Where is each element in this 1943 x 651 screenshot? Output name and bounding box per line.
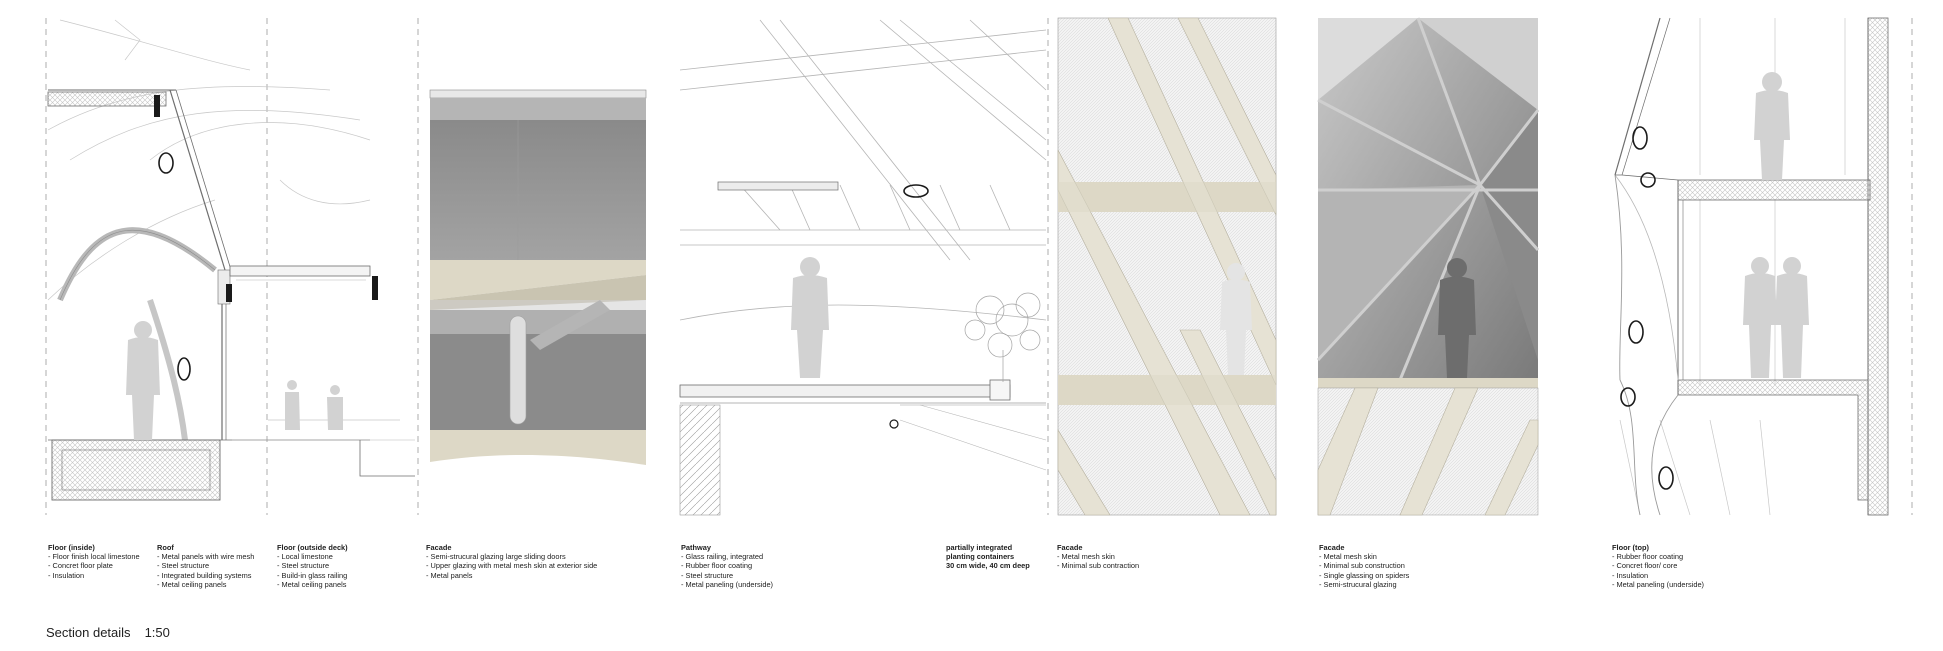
note-title: Floor (inside) [48, 543, 95, 552]
note-line: planting containers [946, 552, 1015, 562]
deck-slab [230, 266, 370, 276]
note-line: - Metal mesh skin [1057, 552, 1115, 562]
note-line: - Single glassing on spiders [1319, 570, 1410, 580]
upper-slab [1678, 180, 1870, 200]
note-line: - Semi-strucural glazing [1319, 579, 1397, 589]
note-line: - Concret floor plate [48, 561, 113, 571]
note-line: - Local limestone [277, 552, 333, 562]
note-line: - Minimal sub contraction [1057, 561, 1140, 571]
note-line: - Minimal sub construction [1319, 561, 1405, 571]
note-floor-top [1612, 543, 1704, 589]
panel-pathway [680, 20, 1046, 515]
detail-marker [159, 153, 173, 173]
note-line: - Steel structure [157, 561, 210, 571]
pathway-slab [680, 385, 1010, 397]
sheet-title [46, 625, 170, 640]
note-line: - Glass railing, integrated [681, 552, 764, 562]
note-title: Floor (top) [1612, 543, 1649, 552]
note-facade-mesh [1057, 543, 1139, 571]
person-figure [1754, 72, 1790, 180]
detail-marker [1641, 173, 1655, 187]
note-line: - Metal ceiling panels [277, 579, 347, 589]
note-line: - Metal mesh skin [1319, 552, 1377, 562]
detail-marker [1629, 321, 1643, 343]
note-facade-triangular [1319, 543, 1409, 589]
note-planting [946, 543, 1030, 571]
note-title: Pathway [681, 543, 711, 552]
note-line: - Metal panels [426, 570, 473, 580]
note-title: partially integrated [946, 543, 1013, 552]
note-line: - Concret floor/ core [1612, 561, 1678, 571]
sheet-scale: 1:50 [144, 625, 170, 640]
note-line: - Steel structure [681, 570, 734, 580]
roof-slab [48, 92, 166, 106]
lower-slab [1678, 380, 1868, 500]
person-figure [126, 321, 160, 440]
note-floor-outside [277, 543, 348, 589]
note-title: Facade [426, 543, 452, 552]
note-line: - Floor finish local limestone [48, 552, 140, 562]
note-line: - Insulation [48, 570, 85, 580]
sheet-title-label: Section details [46, 625, 131, 640]
panel-facade-mesh [1058, 18, 1276, 515]
panel-facade-triangular [1318, 18, 1538, 515]
panel-roof-section [48, 20, 415, 500]
core-wall [1868, 18, 1888, 515]
note-roof [157, 543, 254, 589]
note-line: - Insulation [1612, 570, 1649, 580]
person-figure [285, 380, 343, 430]
note-line: - Metal ceiling panels [157, 579, 227, 589]
panel-top-floor [1615, 18, 1888, 515]
note-line: - Metal paneling (underside) [1612, 579, 1705, 589]
floor-slab [52, 440, 220, 500]
detail-marker [178, 358, 190, 380]
person-figure [1743, 257, 1809, 378]
note-line: - Semi-strucural glazing large sliding doors [426, 552, 566, 562]
note-title: Floor (outside deck) [277, 543, 348, 552]
note-line: - Build-in glass railing [277, 570, 348, 580]
note-line: - Metal panels with wire mesh [157, 552, 255, 562]
note-line: - Rubber floor coating [681, 561, 753, 571]
note-title: Roof [157, 543, 174, 552]
note-pathway [681, 543, 773, 589]
note-title: Facade [1057, 543, 1083, 552]
note-line: - Upper glazing with metal mesh skin at exterior side [426, 561, 598, 571]
note-line: - Rubber floor coating [1612, 552, 1684, 562]
note-title: Facade [1319, 543, 1345, 552]
note-floor-inside [48, 543, 140, 580]
sliding-door-handle [510, 316, 526, 424]
note-line: - Metal paneling (underside) [681, 579, 774, 589]
panel-facade-glazing [430, 90, 646, 465]
note-line: 30 cm wide, 40 cm deep [946, 561, 1030, 571]
note-line: - Steel structure [277, 561, 330, 571]
detail-marker [1633, 127, 1647, 149]
note-line: - Integrated building systems [157, 570, 252, 580]
detail-marker [1659, 467, 1673, 489]
note-facade-glazing [426, 543, 597, 580]
upper-glazing [430, 120, 646, 260]
